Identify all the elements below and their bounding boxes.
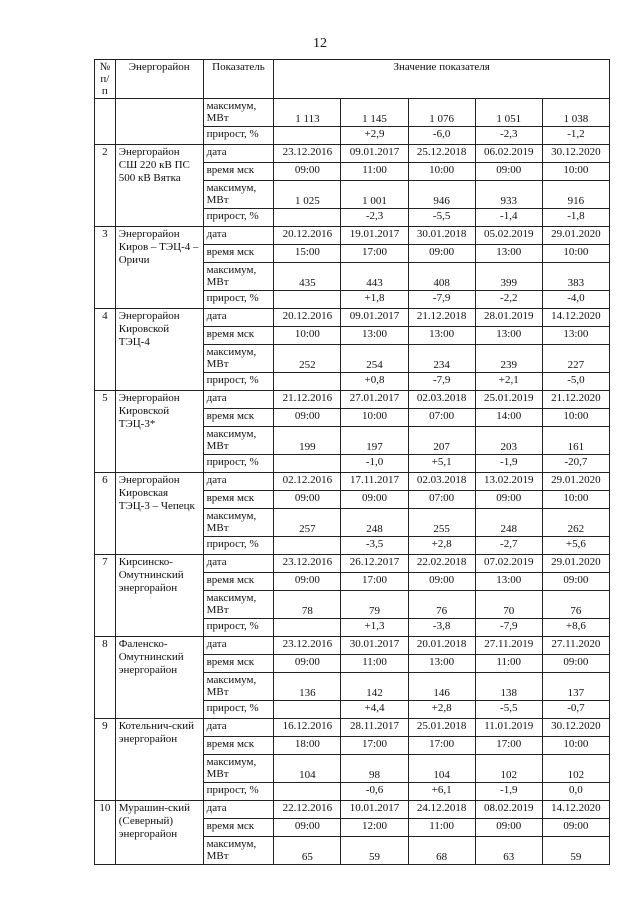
value-cell: 252 xyxy=(274,345,341,373)
value-cell: 17:00 xyxy=(475,737,542,755)
value-cell: 09:00 xyxy=(274,491,341,509)
value-cell: 1 001 xyxy=(341,181,408,209)
indicator-cell: максимум, МВт xyxy=(203,181,274,209)
header-values: Значение показателя xyxy=(274,60,610,99)
indicator-cell: максимум, МВт xyxy=(203,509,274,537)
value-cell: 11:00 xyxy=(341,655,408,673)
indicator-cell: время мск xyxy=(203,655,274,673)
value-cell: 09:00 xyxy=(341,491,408,509)
indicator-cell: максимум, МВт xyxy=(203,755,274,783)
value-cell: 06.02.2019 xyxy=(475,145,542,163)
indicator-cell: дата xyxy=(203,555,274,573)
value-cell: 10:00 xyxy=(542,737,609,755)
value-cell: 65 xyxy=(274,837,341,865)
value-cell: 02.12.2016 xyxy=(274,473,341,491)
value-cell: +2,1 xyxy=(475,373,542,391)
value-cell xyxy=(274,291,341,309)
value-cell: 16.12.2016 xyxy=(274,719,341,737)
indicator-cell: максимум, МВт xyxy=(203,591,274,619)
page-number: 12 xyxy=(313,36,327,51)
value-cell: 10:00 xyxy=(274,327,341,345)
table-row xyxy=(95,309,610,327)
value-cell: 1 145 xyxy=(341,99,408,127)
region-cell: Энергорайон СШ 220 кВ ПС 500 кВ Вятка xyxy=(115,145,203,227)
value-cell: 239 xyxy=(475,345,542,373)
value-cell: -1,0 xyxy=(341,455,408,473)
value-cell: 197 xyxy=(341,427,408,455)
value-cell: -0,7 xyxy=(542,701,609,719)
indicator-cell: прирост, % xyxy=(203,619,274,637)
value-cell: -5,0 xyxy=(542,373,609,391)
value-cell: -2,2 xyxy=(475,291,542,309)
indicator-cell: время мск xyxy=(203,573,274,591)
value-cell: 07:00 xyxy=(408,491,475,509)
value-cell: +5,6 xyxy=(542,537,609,555)
value-cell: 30.01.2018 xyxy=(408,227,475,245)
indicator-cell: прирост, % xyxy=(203,537,274,555)
value-cell: 98 xyxy=(341,755,408,783)
value-cell: 11.01.2019 xyxy=(475,719,542,737)
value-cell: 02.03.2018 xyxy=(408,473,475,491)
value-cell: -7,9 xyxy=(475,619,542,637)
value-cell: 1 038 xyxy=(542,99,609,127)
value-cell: 262 xyxy=(542,509,609,537)
value-cell: 227 xyxy=(542,345,609,373)
value-cell: 17:00 xyxy=(341,737,408,755)
value-cell xyxy=(274,701,341,719)
value-cell: -2,3 xyxy=(341,209,408,227)
region-cell: Энергорайон Киров – ТЭЦ-4 – Оричи xyxy=(115,227,203,309)
value-cell: 11:00 xyxy=(408,819,475,837)
value-cell: 30.12.2020 xyxy=(542,719,609,737)
indicator-cell: прирост, % xyxy=(203,455,274,473)
indicator-cell: время мск xyxy=(203,737,274,755)
value-cell: 12:00 xyxy=(341,819,408,837)
value-cell: 20.01.2018 xyxy=(408,637,475,655)
value-cell: 09:00 xyxy=(408,573,475,591)
value-cell: 09:00 xyxy=(542,819,609,837)
table-row xyxy=(95,555,610,573)
region-cell: Котельнич-ский энергорайон xyxy=(115,719,203,801)
indicator-cell: дата xyxy=(203,145,274,163)
row-number-cell xyxy=(95,99,116,145)
value-cell: 09:00 xyxy=(274,573,341,591)
value-cell: 20.12.2016 xyxy=(274,227,341,245)
row-number-cell: 9 xyxy=(95,719,116,801)
region-cell: Энергорайон Кировская ТЭЦ-3 – Чепецк xyxy=(115,473,203,555)
value-cell: 142 xyxy=(341,673,408,701)
indicator-cell: дата xyxy=(203,473,274,491)
indicator-cell: дата xyxy=(203,637,274,655)
value-cell: +6,1 xyxy=(408,783,475,801)
value-cell: 17.11.2017 xyxy=(341,473,408,491)
value-cell: -2,3 xyxy=(475,127,542,145)
value-cell: 199 xyxy=(274,427,341,455)
indicator-cell: дата xyxy=(203,801,274,819)
table-header-row xyxy=(95,60,610,99)
row-number-cell: 6 xyxy=(95,473,116,555)
value-cell: +2,8 xyxy=(408,537,475,555)
value-cell: -7,9 xyxy=(408,291,475,309)
value-cell: 11:00 xyxy=(341,163,408,181)
header-num: № п/п xyxy=(95,60,116,99)
indicator-cell: максимум, МВт xyxy=(203,673,274,701)
value-cell: 17:00 xyxy=(408,737,475,755)
value-cell: 09.01.2017 xyxy=(341,309,408,327)
indicator-cell: дата xyxy=(203,309,274,327)
value-cell: 10:00 xyxy=(408,163,475,181)
value-cell: 443 xyxy=(341,263,408,291)
value-cell: +2,8 xyxy=(408,701,475,719)
value-cell: 1 076 xyxy=(408,99,475,127)
value-cell: 27.11.2019 xyxy=(475,637,542,655)
value-cell: 22.02.2018 xyxy=(408,555,475,573)
value-cell: 933 xyxy=(475,181,542,209)
value-cell: 946 xyxy=(408,181,475,209)
value-cell: 15:00 xyxy=(274,245,341,263)
value-cell: 07:00 xyxy=(408,409,475,427)
value-cell: -1,9 xyxy=(475,783,542,801)
indicator-cell: дата xyxy=(203,391,274,409)
row-number-cell: 4 xyxy=(95,309,116,391)
value-cell: 27.01.2017 xyxy=(341,391,408,409)
row-number-cell: 8 xyxy=(95,637,116,719)
indicator-cell: максимум, МВт xyxy=(203,263,274,291)
value-cell: 254 xyxy=(341,345,408,373)
value-cell: 09.01.2017 xyxy=(341,145,408,163)
value-cell: 28.01.2019 xyxy=(475,309,542,327)
header-region: Энергорайон xyxy=(115,60,203,99)
value-cell: 70 xyxy=(475,591,542,619)
value-cell: -5,5 xyxy=(408,209,475,227)
value-cell: 19.01.2017 xyxy=(341,227,408,245)
indicator-cell: время мск xyxy=(203,409,274,427)
value-cell: 09:00 xyxy=(542,655,609,673)
value-cell: +0,8 xyxy=(341,373,408,391)
value-cell: 23.12.2016 xyxy=(274,637,341,655)
indicator-cell: максимум, МВт xyxy=(203,427,274,455)
value-cell: 248 xyxy=(341,509,408,537)
value-cell: 14.12.2020 xyxy=(542,309,609,327)
value-cell: 27.11.2020 xyxy=(542,637,609,655)
value-cell: 23.12.2016 xyxy=(274,145,341,163)
value-cell: 102 xyxy=(542,755,609,783)
value-cell: 76 xyxy=(408,591,475,619)
value-cell: 207 xyxy=(408,427,475,455)
indicator-cell: прирост, % xyxy=(203,127,274,145)
value-cell: 916 xyxy=(542,181,609,209)
table-row xyxy=(95,145,610,163)
value-cell: 21.12.2016 xyxy=(274,391,341,409)
value-cell: 09:00 xyxy=(408,245,475,263)
value-cell: 203 xyxy=(475,427,542,455)
value-cell xyxy=(274,537,341,555)
value-cell: 68 xyxy=(408,837,475,865)
value-cell xyxy=(274,127,341,145)
value-cell: 21.12.2020 xyxy=(542,391,609,409)
value-cell: 408 xyxy=(408,263,475,291)
value-cell: +1,3 xyxy=(341,619,408,637)
region-cell xyxy=(115,99,203,145)
value-cell xyxy=(274,455,341,473)
value-cell: 136 xyxy=(274,673,341,701)
value-cell: -1,8 xyxy=(542,209,609,227)
region-cell: Энергорайон Кировской ТЭЦ-3* xyxy=(115,391,203,473)
value-cell: 146 xyxy=(408,673,475,701)
value-cell: 383 xyxy=(542,263,609,291)
value-cell: 76 xyxy=(542,591,609,619)
value-cell: 234 xyxy=(408,345,475,373)
value-cell: 29.01.2020 xyxy=(542,555,609,573)
value-cell: 25.01.2019 xyxy=(475,391,542,409)
value-cell: 23.12.2016 xyxy=(274,555,341,573)
indicator-cell: дата xyxy=(203,719,274,737)
value-cell xyxy=(274,209,341,227)
value-cell: 14.12.2020 xyxy=(542,801,609,819)
value-cell: +1,8 xyxy=(341,291,408,309)
header-indicator: Показатель xyxy=(203,60,274,99)
value-cell: 1 025 xyxy=(274,181,341,209)
value-cell xyxy=(274,619,341,637)
value-cell: 07.02.2019 xyxy=(475,555,542,573)
value-cell: 1 051 xyxy=(475,99,542,127)
table-row xyxy=(95,391,610,409)
indicator-cell: прирост, % xyxy=(203,291,274,309)
row-number-cell: 7 xyxy=(95,555,116,637)
value-cell: 17:00 xyxy=(341,245,408,263)
value-cell: 10:00 xyxy=(341,409,408,427)
value-cell: 14:00 xyxy=(475,409,542,427)
value-cell: 78 xyxy=(274,591,341,619)
indicator-cell: прирост, % xyxy=(203,701,274,719)
value-cell: 104 xyxy=(408,755,475,783)
value-cell: -4,0 xyxy=(542,291,609,309)
table-row xyxy=(95,637,610,655)
value-cell: 09:00 xyxy=(475,163,542,181)
value-cell: 10.01.2017 xyxy=(341,801,408,819)
row-number-cell: 10 xyxy=(95,801,116,865)
value-cell: -7,9 xyxy=(408,373,475,391)
value-cell: 24.12.2018 xyxy=(408,801,475,819)
value-cell: 138 xyxy=(475,673,542,701)
value-cell: -20,7 xyxy=(542,455,609,473)
value-cell: 30.01.2017 xyxy=(341,637,408,655)
value-cell: 17:00 xyxy=(341,573,408,591)
value-cell: 25.01.2018 xyxy=(408,719,475,737)
value-cell: -3,8 xyxy=(408,619,475,637)
value-cell: 09:00 xyxy=(475,491,542,509)
value-cell: +8,6 xyxy=(542,619,609,637)
value-cell: +4,4 xyxy=(341,701,408,719)
row-number-cell: 3 xyxy=(95,227,116,309)
indicator-cell: дата xyxy=(203,227,274,245)
value-cell: -1,9 xyxy=(475,455,542,473)
value-cell: 79 xyxy=(341,591,408,619)
value-cell: 11:00 xyxy=(475,655,542,673)
region-cell: Мурашин-ский (Северный) энергорайон xyxy=(115,801,203,865)
value-cell: 02.03.2018 xyxy=(408,391,475,409)
value-cell: 09:00 xyxy=(274,409,341,427)
indicator-cell: прирост, % xyxy=(203,783,274,801)
value-cell: 13:00 xyxy=(408,655,475,673)
value-cell: 104 xyxy=(274,755,341,783)
value-cell: 13:00 xyxy=(475,327,542,345)
value-cell: 10:00 xyxy=(542,491,609,509)
value-cell: 59 xyxy=(542,837,609,865)
region-cell: Энергорайон Кировской ТЭЦ-4 xyxy=(115,309,203,391)
value-cell: 1 113 xyxy=(274,99,341,127)
table-row xyxy=(95,719,610,737)
value-cell: 09:00 xyxy=(274,163,341,181)
value-cell: 0,0 xyxy=(542,783,609,801)
value-cell: +5,1 xyxy=(408,455,475,473)
value-cell xyxy=(274,373,341,391)
indicator-cell: прирост, % xyxy=(203,373,274,391)
table-row xyxy=(95,227,610,245)
value-cell: 09:00 xyxy=(475,819,542,837)
value-cell: 30.12.2020 xyxy=(542,145,609,163)
value-cell: 18:00 xyxy=(274,737,341,755)
value-cell: 26.12.2017 xyxy=(341,555,408,573)
value-cell: 29.01.2020 xyxy=(542,227,609,245)
row-number-cell: 5 xyxy=(95,391,116,473)
region-cell: Фаленско-Омутнинский энергорайон xyxy=(115,637,203,719)
indicator-cell: время мск xyxy=(203,819,274,837)
value-cell: 25.12.2018 xyxy=(408,145,475,163)
value-cell: 13:00 xyxy=(408,327,475,345)
value-cell: 28.11.2017 xyxy=(341,719,408,737)
value-cell: -0,6 xyxy=(341,783,408,801)
indicator-cell: максимум, МВт xyxy=(203,837,274,865)
value-cell: 102 xyxy=(475,755,542,783)
value-cell: 10:00 xyxy=(542,409,609,427)
value-cell: 248 xyxy=(475,509,542,537)
value-cell: -1,2 xyxy=(542,127,609,145)
value-cell: 13:00 xyxy=(475,573,542,591)
value-cell: -2,7 xyxy=(475,537,542,555)
table-row xyxy=(95,99,610,127)
value-cell: 10:00 xyxy=(542,163,609,181)
region-cell: Кирсинско-Омутнинский энергорайон xyxy=(115,555,203,637)
indicator-cell: максимум, МВт xyxy=(203,345,274,373)
value-cell: 13:00 xyxy=(341,327,408,345)
value-cell: 13.02.2019 xyxy=(475,473,542,491)
table-row xyxy=(95,473,610,491)
value-cell: -1,4 xyxy=(475,209,542,227)
value-cell: 09:00 xyxy=(542,573,609,591)
value-cell: 09:00 xyxy=(274,819,341,837)
value-cell xyxy=(274,783,341,801)
value-cell: 63 xyxy=(475,837,542,865)
value-cell: 399 xyxy=(475,263,542,291)
value-cell: 161 xyxy=(542,427,609,455)
energy-regions-table xyxy=(94,59,610,865)
indicator-cell: максимум, МВт xyxy=(203,99,274,127)
indicator-cell: время мск xyxy=(203,163,274,181)
row-number-cell: 2 xyxy=(95,145,116,227)
value-cell: -5,5 xyxy=(475,701,542,719)
value-cell: -3,5 xyxy=(341,537,408,555)
value-cell: 08.02.2019 xyxy=(475,801,542,819)
indicator-cell: время мск xyxy=(203,245,274,263)
value-cell: 435 xyxy=(274,263,341,291)
value-cell: 22.12.2016 xyxy=(274,801,341,819)
value-cell: 21.12.2018 xyxy=(408,309,475,327)
value-cell: 59 xyxy=(341,837,408,865)
value-cell: 13:00 xyxy=(475,245,542,263)
value-cell: 255 xyxy=(408,509,475,537)
value-cell: -6,0 xyxy=(408,127,475,145)
value-cell: 257 xyxy=(274,509,341,537)
value-cell: 13:00 xyxy=(542,327,609,345)
value-cell: +2,9 xyxy=(341,127,408,145)
value-cell: 20.12.2016 xyxy=(274,309,341,327)
table-body xyxy=(95,99,610,865)
indicator-cell: время мск xyxy=(203,491,274,509)
value-cell: 09:00 xyxy=(274,655,341,673)
value-cell: 05.02.2019 xyxy=(475,227,542,245)
value-cell: 137 xyxy=(542,673,609,701)
table-row xyxy=(95,801,610,819)
indicator-cell: время мск xyxy=(203,327,274,345)
value-cell: 29.01.2020 xyxy=(542,473,609,491)
value-cell: 10:00 xyxy=(542,245,609,263)
indicator-cell: прирост, % xyxy=(203,209,274,227)
